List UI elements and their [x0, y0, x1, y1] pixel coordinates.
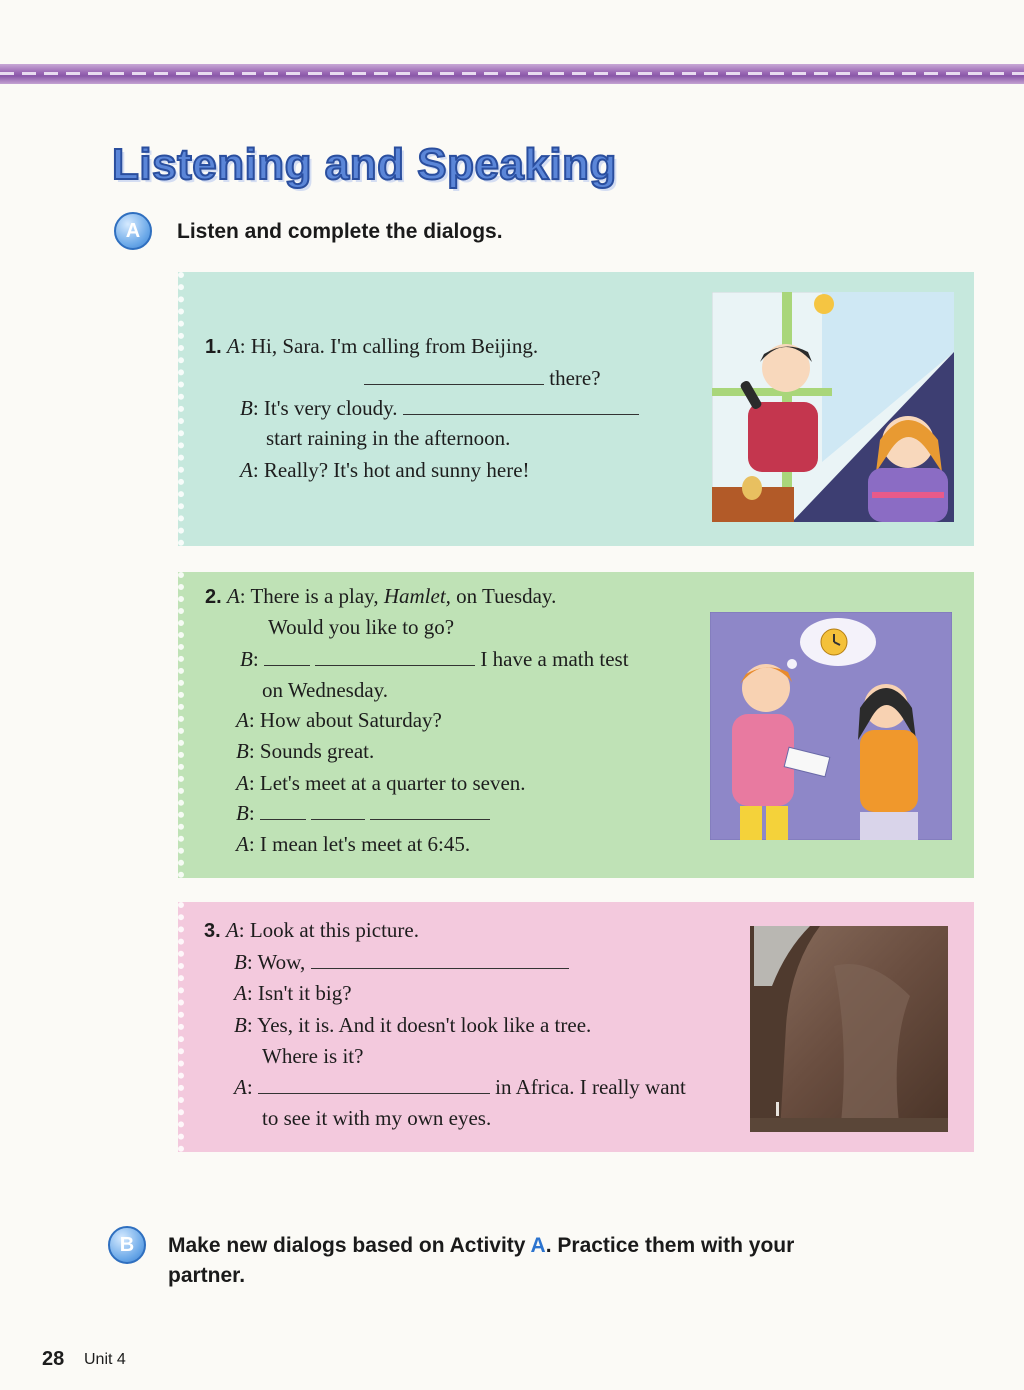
- dialog-text: I mean let's meet at 6:45.: [259, 832, 471, 856]
- dialog-text: to see it with my own eyes.: [262, 1106, 492, 1130]
- phone-call-illustration: [712, 292, 954, 522]
- dialog-text: Where is it?: [262, 1044, 364, 1068]
- dialog-text: Let's meet at a quarter to seven.: [259, 771, 526, 795]
- friends-talking-illustration: [710, 612, 952, 840]
- answer-blank[interactable]: [364, 367, 544, 385]
- dialog-2-line-8: B:: [236, 801, 490, 826]
- answer-blank[interactable]: [370, 802, 490, 820]
- dialog-text: start raining in the afternoon.: [266, 426, 511, 450]
- page-title: Listening and Speaking: [112, 140, 617, 189]
- dialog-1-line-5: A: Really? It's hot and sunny here!: [240, 458, 530, 482]
- answer-blank[interactable]: [315, 648, 475, 666]
- dialog-text: How about Saturday?: [259, 708, 442, 732]
- dialog-2-line-4: [262, 678, 388, 703]
- speaker-label: A: [234, 981, 247, 1005]
- dialog-text: Really? It's hot and sunny here!: [263, 458, 530, 482]
- speaker-label: A: [226, 584, 240, 608]
- dialog-text: Hi, Sara. I'm calling from Beijing.: [250, 334, 539, 358]
- dialog-2-line-2: [268, 615, 454, 640]
- speaker-label: B: [234, 1013, 247, 1037]
- dialog-3-number: 3.: [204, 920, 221, 942]
- dialog-text: on Wednesday.: [262, 678, 389, 702]
- answer-blank[interactable]: [264, 648, 310, 666]
- dialog-text: in Africa. I really want: [495, 1075, 686, 1099]
- dialog-1-number: 1.: [205, 336, 222, 358]
- speaker-label: A: [236, 771, 249, 795]
- dialog-text: I have a math test: [480, 647, 629, 671]
- dialog-text: There is a play,: [250, 584, 384, 608]
- speaker-label: A: [234, 1075, 247, 1099]
- dialog-2-line-5: A: How about Saturday?: [236, 708, 442, 732]
- section-b-badge: B: [108, 1226, 146, 1264]
- speaker-label: A: [240, 458, 253, 482]
- speaker-label: B: [240, 396, 253, 420]
- speaker-label: A: [226, 334, 240, 358]
- answer-blank[interactable]: [311, 951, 569, 969]
- dialog-2-line-7: A: Let's meet at a quarter to seven.: [236, 771, 526, 795]
- speaker-label: A: [236, 708, 249, 732]
- answer-blank[interactable]: [258, 1076, 490, 1094]
- dialog-1-line-4: [266, 426, 510, 451]
- dialog-3-line-1: 3. A: Look at this picture.: [204, 918, 419, 942]
- decorative-dashed-band: [0, 64, 1024, 84]
- speaker-label: B: [236, 801, 249, 825]
- answer-blank[interactable]: [403, 397, 639, 415]
- speaker-label: A: [225, 918, 239, 942]
- instruction-text: . Practice them with your: [545, 1234, 795, 1257]
- section-b-instruction: [168, 1234, 794, 1258]
- dialog-1-line-1: 1. A: Hi, Sara. I'm calling from Beijing.: [205, 334, 539, 358]
- answer-blank[interactable]: [260, 802, 306, 820]
- section-a-instruction: Listen and complete the dialogs.: [177, 220, 503, 243]
- dialog-3-line-5: [262, 1044, 363, 1069]
- dialog-3-line-7: [262, 1106, 491, 1131]
- dialog-text: It's very cloudy.: [263, 396, 398, 420]
- dialog-2-line-9: A: I mean let's meet at 6:45.: [236, 832, 471, 856]
- dialog-text: Would you like to go?: [268, 615, 455, 639]
- speaker-label: B: [240, 647, 253, 671]
- unit-label: Unit 4: [84, 1351, 126, 1368]
- speaker-label: A: [236, 832, 249, 856]
- dialog-1-line-3: B: It's very cloudy.: [240, 396, 639, 421]
- dialog-2-line-3: B: I have a math test: [240, 647, 629, 671]
- activity-a-reference: A: [530, 1234, 546, 1257]
- dialog-text: Yes, it is. And it doesn't look like a tree.: [257, 1013, 592, 1037]
- dialog-3-line-3: A: Isn't it big?: [234, 981, 352, 1005]
- instruction-text: Make new dialogs based on Activity: [168, 1234, 531, 1257]
- play-title: Hamlet,: [383, 584, 451, 608]
- dialog-2-number: 2.: [205, 586, 222, 608]
- dialog-text: Sounds great.: [259, 739, 375, 763]
- dialog-text: Look at this picture.: [249, 918, 419, 942]
- dialog-text: there?: [549, 366, 601, 390]
- speaker-label: B: [236, 739, 249, 763]
- dialog-3-line-4: B: Yes, it is. And it doesn't look like a tree.: [234, 1013, 592, 1037]
- big-tree-photo: [750, 926, 948, 1132]
- dialog-text: Isn't it big?: [257, 981, 352, 1005]
- answer-blank[interactable]: [311, 802, 365, 820]
- dialog-3-line-2: B: Wow,: [234, 950, 569, 975]
- dialog-1-line-2: [364, 366, 601, 391]
- page-number: 28: [42, 1348, 65, 1370]
- dialog-2-line-6: B: Sounds great.: [236, 739, 375, 763]
- dialog-2-line-1: 2. A: There is a play, Hamlet, on Tuesday.: [205, 584, 557, 608]
- dialog-3-line-6: A: in Africa. I really want: [234, 1075, 686, 1099]
- section-b-instruction-line2: partner.: [168, 1264, 246, 1287]
- speaker-label: B: [234, 950, 247, 974]
- dialog-text: Wow,: [257, 950, 306, 974]
- section-a-badge: A: [114, 212, 152, 250]
- dialog-text: on Tuesday.: [450, 584, 557, 608]
